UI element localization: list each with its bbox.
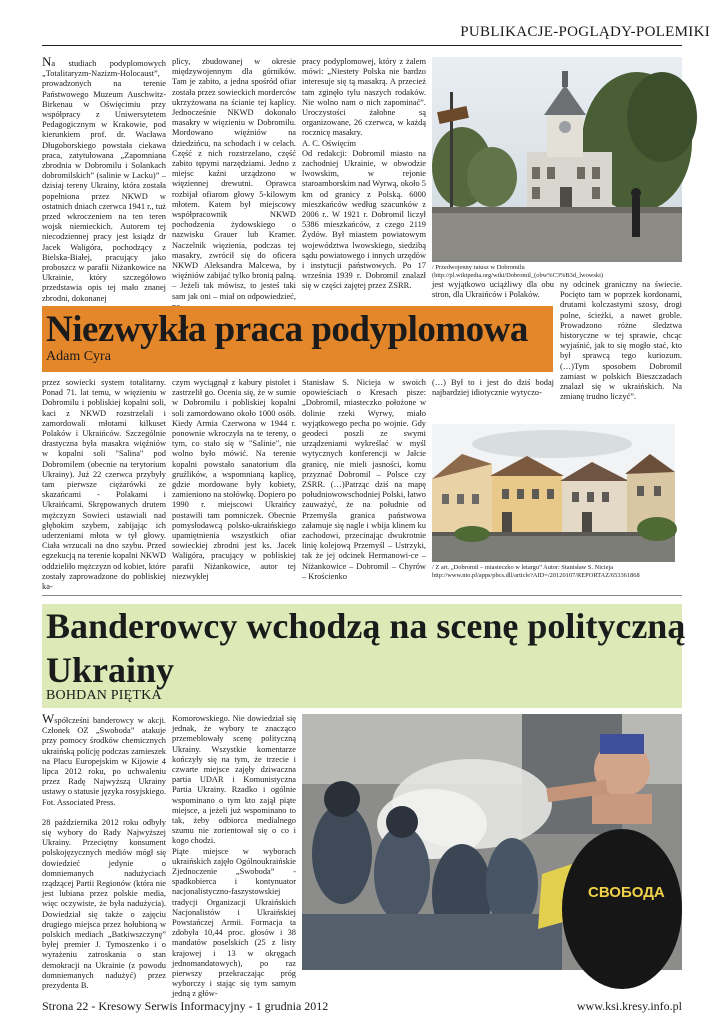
- article1-mid-column-4: [432, 280, 554, 304]
- photo2-caption: / Z art. „Dobromil – miasteczko w letargu” Autor: Stanisław S. Nicieja http://www.nto.pl/apps/pbcs.dll/article?AID=/20120107/REPORTAZ/653361868: [432, 564, 640, 579]
- article2-author: BOHDAN PIĘTKA: [46, 688, 162, 703]
- article2-col1-p2: 28 października 2012 roku odbyły się wybory do Rady Najwyższej Ukrainy. Przeciętny konsument polskojęzycznych mediów mógł się dowiedzieć jedynie o domniemanych nadużyciach rządzącej Partii Regionów (która nie jest lubiana przez polskie media, więc oczywiste, że była nadużycia). Dowiedział się także o zajęciu drugiego miejsca przez hołubioną w polskich mediach „Batkiwszczynę” byłej premier J. Tymoszenko i o wyrażeniu zatroskania o stan demokracji na Ukrainie (z powodu domniemanych nadużyć) przez prezydenta B.: [42, 817, 166, 991]
- article1-mid-col5-text: ny odcinek graniczny na świecie. Pocięto tam w poprzek kordonami, drutami kolczastymi szosy, drogi polne, ścieżki, a nawet groble. Prowadzono różne śledztwa historyczne w tej sprawie, chcąc wyjaśnić, jak to się mogło stać, kto był sprawcą tego kuriozum. (…)Tym sposobem Dobromil zamiast w polskich Bieszczadach znalazł się w ukraińskich. Na zmianę trudno liczyć”.: [560, 280, 682, 402]
- article2-col2-p1: Komorowskiego. Nie dowiedział się jednak, że wybory te znacząco przemeblowały scenę polityczną Ukrainy. Wszystkie komentarze kończyły się na tym, że trzecie i czwarte miejsce zajęły dziwaczna partia UDAR i Komunistyczna Partia Ukrainy. Rzadko i ogólnie wspominano o tym kto zajął piąte miejsce, a jeżeli już wspominano to tak, żeby odbiorca medialnego szumu nie zorientował się o co i kogo chodzi.: [172, 714, 296, 846]
- article1-top-col3-signature: A. C. Oświęcim: [302, 138, 356, 148]
- photo-dobromil-town-hall: [432, 57, 682, 262]
- photo-dobromil-street: [432, 424, 675, 562]
- article1-top-column-3: [302, 57, 426, 304]
- article1-bottom-col3-text: Stanisław S. Nicieja w swoich opowieściach o Kresach pisze: „Dobromil, miasteczko położone w dolinie rzeki Wyrwy, miało wyjątkowego pecha po wojnie. Gdy geodeci poszli ze swymi urządzeniami wykreślać w myśl wytycznych konferencji w Jałcie granicę, nie mieli jasności, komu przyznać Dobromil – Polsce czy ZSRR. (…)Patrząc dziś na mapę południowowschodniej Polski, łatwo zauważyć, że na południe od Przemyśla granica państwowa załamuje się nagle i wbija klinem ku zachodowi, przecinając dwukrotnie linię kolejową Przemyśl – Ustrzyki, tak że jej odcinek Hermanowi-ce – Niżankowice – Dobromil – Chyrów – Krościenko: [302, 378, 426, 581]
- article2-column-2: [172, 714, 296, 999]
- article1-title-banner: [42, 306, 553, 372]
- article1-top-col1-text: a studiach podyplomowych „Totalitaryzm-Nazizm-Holocaust”, prowadzonych na terenie Państwowego Muzeum Auschwitz-Birkenau w Oświęcimiu przy współpracy z Uniwersytetem Pedagogicznym w Krakowie, pod kierunkiem prof. dr. Wacława Długoborskiego powstała ciekawa praca, zatytułowana „Zapomniana zbrodnia w Dobromilu i Solankach dobromilskich” (salinie w Lacku)” – dzisiaj tereny Ukrainy, która została popełniona przez NKWD w ostatnich dniach czerwca 1941 r., tuż przed wkroczeniem na ten teren wojsk niemieckich. Autorem tej niecodziennej pracy jest ksiądz dr Jacek Waligóra, pochodzący z Bielska-Białej, pracujący jako proboszcz w parafii Niżankowice na Ukrainie, który szczegółowo przedstawia opis tej mało znanej zbrodni, dokonanej: [42, 59, 166, 303]
- article2-title-line1: Banderowcy wchodzą na scenę polityczną: [46, 606, 686, 646]
- section-divider: [42, 595, 682, 596]
- article2-title-line2: Ukrainy: [46, 650, 175, 690]
- article1-bottom-col4-text: (…) Był to i jest do dziś bodaj najbardziej idiotycznie wytyczo-: [432, 378, 554, 398]
- article2-title-banner: [42, 604, 686, 708]
- article1-title: Niezwykła praca podyplomowa: [46, 309, 528, 350]
- article1-bottom-col2-text: czym wyciągnął z kabury pistolet i zastrzelił go. Ocenia się, że w sumie w Dobromilu i pobliskiej kopalni soli zamordowano około 1000 osób. Kiedy Armia Czerwona w 1944 r. ponownie wkroczyła na te tereny, o tym, co stało się w "Salinie", nie wolno było mówić. Na terenie kopalni powstało sanatorium dla gruźlików, a wspomnianą kaplicę, gdzie mordowane były kobiety, zamieniono na stołówkę. Dopiero po 1990 r. miejscowi Ukraińcy postawili tam pomniczek. Obecnie pomysłodawcą polsko-ukraińskiego upamiętnienia wszystkich ofiar sowieckiej zbrodni jest ks. Jacek Waligóra, pracujący w pobliskiej parafii Niżankowice, autor tej niezwykłej: [172, 378, 296, 581]
- article2-col1-p1: spółcześni banderowcy w akcji. Członek OZ „Swoboda” atakuje przy pomocy środków chemicznych ukraińską policję podczas zamieszek na Placu Europejskim w Kijowie 4 lipca 2012 roku, po uchwaleniu przez Radę Najwyższą Ukrainy ustawy o statusie języka rosyjskiego. Fot. Associated Press.: [42, 716, 166, 807]
- article1-mid-column-5: [560, 280, 682, 400]
- article1-top-col2-text: plicy, zbudowanej w okresie międzywojennym dla górników. Tam je zabito, a jedna spośród ofiar została przez sowieckich morderców ukrzyżowana na ścianie tej kaplicy. Jednocześnie NKWD dokonało masakry w więzieniu w Dobromilu. Mordowano więźniów na dziedzińcu, na schodach i w celach. Część z nich rozstrzelano, część zabito tępymi narzędziami. Jedno z miejsc kaźni urządzono w więziennej drewutni. Oprawca rozbijał ofiarom głowy 5-kilowym młotem. Katem był miejscowy współpracownik NKWD pochodzenia żydowskiego o nazwisku Grauer lub Kramer. Naczelnik więzienia, podczas tej masakry, zwrócił się do oficera NKWD Aleksandra Malcewa, by więźniów zabijać tylko bronią palną. – Jeżeli tak mówisz, to jesteś taki sam jak oni – miał on odpowiedzieć,: [172, 57, 296, 301]
- article1-bottom-col1-text: przez sowiecki system totalitarny. Ponad 71. lat temu, w więzieniu w Dobromilu i pobliskiej kopalni soli, kaci z NKWD rozstrzelali i zamordowali młotami kilkuset Polaków i Ukraińców. Szczególnie drastyczna była masakra więźniów w kopalni soli "Salina" pod Dobromilem (obecnie na terytorium Ukrainy). Już 22 czerwca przybyły tam pierwsze ciężarówki ze skazańcami - Polakami i Ukraińcami. Skrępowanych drutem mężczyzn Sowieci ustawiali nad głębokim szybem, zabijając ich uderzeniami młota w tył głowy. Ciała wrzucali na dno szybu. Przed egzekucją na terenie kopalni NKWD oddzieliło mężczyzn od kobiet, które zostały zaprowadzone do pobliskiej ka-: [42, 378, 166, 592]
- article1-top-column-1: [42, 54, 166, 304]
- photo1-caption: / Przedwojenny ratusz w Dobromilu (http://pl.wikipedia.org/wiki/Dobromil_(obw%C3%B3d_lwowski): [432, 264, 603, 279]
- article2-column-1: [42, 711, 166, 991]
- dropcap-w: W: [42, 711, 55, 726]
- photo-kyiv-riot: [302, 714, 682, 970]
- footer-website-link[interactable]: www.ksi.kresy.info.pl: [576, 999, 682, 1013]
- riot-illustration: [302, 714, 682, 970]
- article1-top-col3-p1: pracy podyplomowej, który z żalem mówi: „Niestety Polska nie bardzo interesuje się tą masakrą. A przecież tam zginęło tylu naszych rodaków. Nie wolno nam o nich zapominać”. Uroczystości żałobne są organizowane, 26 czerwca, w każdą rocznicę masakry.: [302, 57, 426, 138]
- article1-bottom-column-1: [42, 378, 166, 590]
- article1-top-col3-p2: Od redakcji: Dobromil miasto na zachodniej Ukrainie, w obwodzie lwowskim, w rejonie staroamborskim nad Wyrwą, około 5 km od granicy z Polską. 6000 mieszkańców według szacunków z 2006 r.. W 1921 r. Dobromil liczył 5386 mieszkańców, z czego 2119 Żydów. Był miastem powiatowym województwa lwowskiego, siedzibą sądu powiatowego i innych urzędów i instytucji państwowych. Po 17 września 1939 r. Dobromil znalazł się w części zajętej przez ZSRR.: [302, 148, 426, 291]
- footer-page-info: Strona 22 - Kresowy Serwis Informacyjny - 1 grudnia 2012: [42, 999, 329, 1013]
- street-illustration: [432, 424, 675, 562]
- article1-bottom-column-4: [432, 378, 554, 402]
- article1-bottom-column-2: [172, 378, 296, 590]
- article1-top-column-2: [172, 57, 296, 304]
- shirt-text: СВОБОДА: [588, 884, 665, 901]
- article1-bottom-column-3: [302, 378, 426, 590]
- article1-author: Adam Cyra: [46, 349, 111, 364]
- header-rule: [42, 45, 682, 46]
- article2-col2-p2: Piąte miejsce w wyborach ukraińskich zajęło Ogólnoukraińskie Zjednoczenie „Swoboda” - spadkobierca i kontynuator nacjonalistyczno-faszystowskiej tradycji Organizacji Ukraińskich Nacjonalistów i Ukraińskiej Powstańczej Armii. Formacja ta zdobyła 10,44 proc. głosów i 38 mandatów poselskich (25 z listy krajowej i 13 w okręgach jednomandatowych), po raz pierwszy przekraczając próg wyborczy i stając się tym samym jedną z głów-: [172, 846, 296, 999]
- dropcap-n: N: [42, 54, 52, 69]
- article1-mid-col4-text: jest wyjątkowo uciążliwy dla obu stron, dla Ukraińców i Polaków.: [432, 280, 554, 300]
- section-header: PUBLIKACJE-POGLĄDY-POLEMIKI: [460, 24, 710, 40]
- town-hall-illustration: [432, 57, 682, 262]
